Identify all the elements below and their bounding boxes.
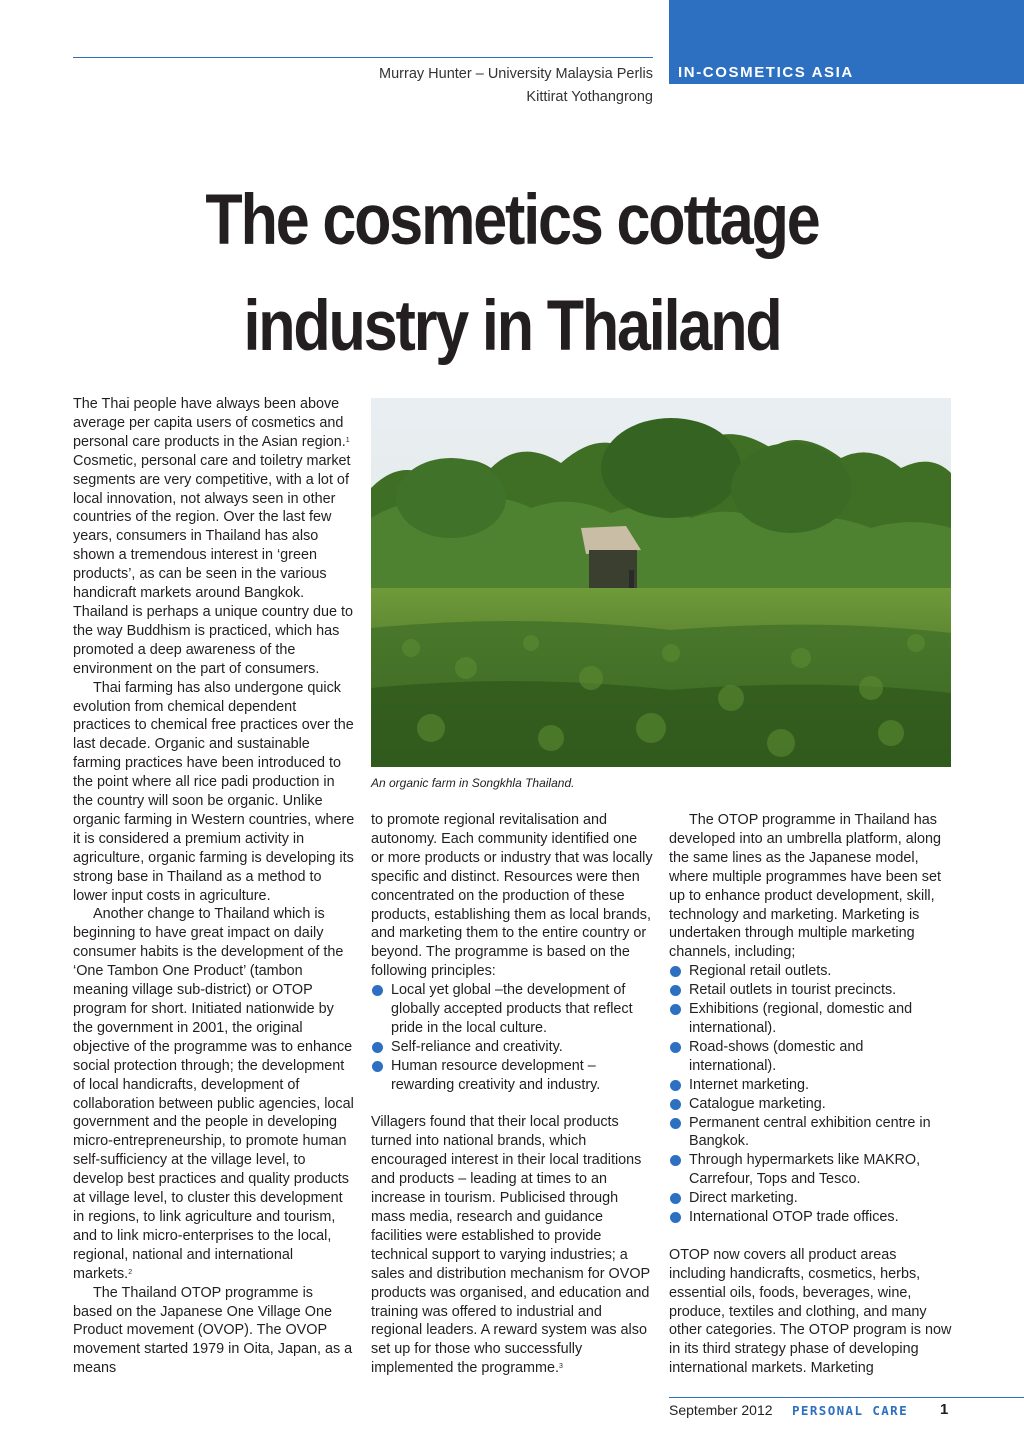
bullet-dot-icon: [670, 1118, 681, 1129]
photo-caption: An organic farm in Songkhla Thailand.: [371, 776, 575, 790]
paragraph: Thai farming has also undergone quick evolution from chemical dependent practices to chemical free practices over the last decade. Organic and sustainable farming practices have been introduced to the point where all rice padi production in the country will soon be organic. Unlike organic farming in Western countries, where it is considered a premium activity in agriculture, organic farming is developing its strong base in Thailand as a method to lower input costs in agriculture.: [73, 679, 355, 904]
list-item: [669, 1000, 952, 1038]
title-line-1: The cosmetics cottage: [205, 181, 819, 260]
bullet-dot-icon: [670, 1155, 681, 1166]
top-divider: [73, 57, 653, 58]
marketing-channels-list: [669, 962, 952, 1227]
text-column-2: [371, 811, 653, 1378]
author-line-1: Murray Hunter – University Malaysia Perlis: [379, 66, 653, 82]
list-item-text: Road-shows (domestic and international).: [689, 1038, 864, 1074]
bullet-dot-icon: [670, 1004, 681, 1015]
footer-magazine-name: PERSONAL CARE: [792, 1403, 909, 1418]
list-item: [669, 1189, 952, 1208]
section-label: IN-COSMETICS ASIA: [678, 64, 854, 81]
footnote-ref: 2: [128, 1268, 133, 1276]
farm-photo-illustration: [371, 398, 951, 767]
list-item-text: Exhibitions (regional, domestic and international).: [689, 1001, 913, 1036]
list-item: [669, 1076, 952, 1095]
bullet-dot-icon: [670, 985, 681, 996]
title-line-2: industry in Thailand: [243, 287, 781, 366]
paragraph-text: Cosmetic, personal care and toiletry market segments are very competitive, with a lot of local innovation, not always seen in other countries of the region. Over the last few years, consumers in Thailand has also shown a tremendous interest in ‘green products’, as can be seen in the various handicraft markets around Bangkok. Thailand is perhaps a unique country due to the way Buddhism is practiced, which has promoted a deep awareness of the environment on the part of consumers.: [73, 452, 354, 677]
list-item: [669, 1038, 952, 1076]
farm-photo: [371, 398, 951, 767]
paragraph-text: The Thai people have always been above average per capita users of cosmetics and personal care products in the Asian region.: [73, 396, 346, 450]
text-column-1: [73, 395, 356, 1378]
principles-list: [371, 981, 653, 1094]
footnote-ref: 3: [558, 1363, 563, 1371]
paragraph: to promote regional revitalisation and autonomy. Each community identified one or more products or industry that was locally specific and distinct. Resources were then concentrated on the production of these products, establishing them as local brands, and marketing them to the entire country or beyond. The programme is based on the following principles:: [371, 812, 653, 980]
list-item-text: International OTOP trade offices.: [689, 1209, 899, 1226]
list-item: [371, 981, 653, 1038]
paragraph: [73, 905, 356, 1283]
list-item-text: Retail outlets in tourist precincts.: [689, 982, 897, 999]
list-item: [669, 962, 952, 981]
footnote-ref: 1: [345, 436, 350, 444]
paragraph-text: Villagers found that their local products turned into national brands, which encouraged interest in their local traditions and products – leading at times to an increase in tourism. Publicised through mass media, research and guidance facilities were established to provide technical support to varying industries; a sales and distribution mechanism for OVOP products was organised, and education and training was offered to industrial and regional leaders. A reward system was also set up for those who successfully implemented the programme.: [371, 1114, 650, 1377]
list-item-text: Internet marketing.: [689, 1076, 809, 1093]
list-item: [669, 1151, 952, 1189]
bullet-dot-icon: [670, 1080, 681, 1091]
author-line-2: Kittirat Yothangrong: [526, 89, 653, 105]
paragraph: OTOP now covers all product areas including handicrafts, cosmetics, herbs, essential oils, foods, beverages, wine, produce, textiles and clothing, and many other categories. The OTOP program is now in its third strategy phase of developing international markets. Marketing: [669, 1246, 952, 1377]
bullet-dot-icon: [670, 966, 681, 977]
list-item-text: Local yet global –the development of globally accepted products that reflect pride in the local culture.: [391, 982, 633, 1036]
list-item: [669, 1114, 952, 1152]
list-item: [371, 1038, 653, 1057]
footer-date: September 2012: [669, 1402, 773, 1418]
list-item-text: Direct marketing.: [689, 1190, 798, 1207]
text-column-3: [669, 811, 952, 1378]
article-title: [72, 168, 953, 380]
list-item: [669, 1095, 952, 1114]
list-item-text: Self-reliance and creativity.: [391, 1038, 563, 1055]
list-item: [371, 1057, 653, 1095]
paragraph: The Thailand OTOP programme is based on the Japanese One Village One Product movement (OVOP). The OVOP movement started 1979 in Oita, Japan, as a means: [73, 1284, 353, 1377]
list-item-text: Catalogue marketing.: [689, 1095, 826, 1112]
page-number: 1: [940, 1401, 949, 1418]
bullet-dot-icon: [670, 1099, 681, 1110]
paragraph: The OTOP programme in Thailand has developed into an umbrella platform, along the same lines as the Japanese model, where multiple programmes have been set up to enhance product development, skill, technology and marketing. Marketing is undertaken through multiple marketing channels, including;: [669, 812, 941, 961]
bullet-dot-icon: [670, 1042, 681, 1053]
paragraph: [371, 1113, 653, 1378]
bullet-dot-icon: [372, 985, 383, 996]
bullet-dot-icon: [372, 1042, 383, 1053]
list-item-text: Through hypermarkets like MAKRO, Carrefour, Tops and Tesco.: [689, 1152, 921, 1188]
paragraph: [73, 395, 356, 679]
footer-divider: [669, 1397, 1024, 1398]
list-item-text: Human resource development – rewarding creativity and industry.: [391, 1057, 601, 1093]
list-item: [669, 1208, 952, 1227]
paragraph-text: Another change to Thailand which is beginning to have great impact on daily consumer habits is the development of the ‘One Tambon One Product’ (tambon meaning village sub-district) or OTOP program for short. Initiated nationwide by the government in 2001, the original objective of the programme was to enhance social protection through; the development of local handicrafts, development of collaboration between public agencies, local government and the people in developing micro-entrepreneurship, to promote human self-sufficiency at the village level, to develop best practices and quality products at village level, to cluster this development in regions, to link agriculture and tourism, and to link micro-enterprises to the local, regional, national and international markets.: [73, 906, 354, 1282]
list-item-text: Permanent central exhibition centre in Bangkok.: [689, 1114, 931, 1150]
bullet-dot-icon: [670, 1212, 681, 1223]
list-item: [669, 981, 952, 1000]
bullet-dot-icon: [372, 1061, 383, 1072]
list-item-text: Regional retail outlets.: [689, 963, 832, 980]
bullet-dot-icon: [670, 1193, 681, 1204]
